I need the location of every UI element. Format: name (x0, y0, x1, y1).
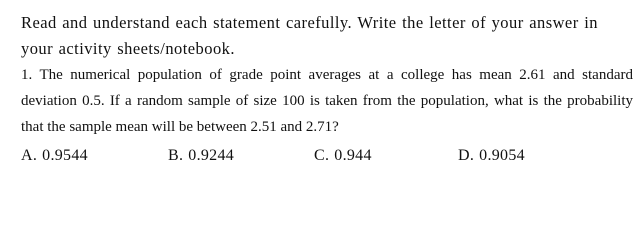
choice-value: 0.9544 (42, 147, 88, 164)
choice-c (314, 143, 372, 169)
choice-d (458, 143, 525, 169)
instruction-text: Read and understand each statement carefully. Write the letter of your answer in your activity sheets/notebook. (21, 13, 598, 58)
worksheet (21, 10, 633, 169)
question-number: 1. (21, 67, 33, 83)
choice-letter: B. (168, 147, 184, 164)
choice-b (168, 143, 234, 169)
choice-letter: C. (314, 147, 330, 164)
choice-value: 0.9244 (188, 147, 235, 164)
answer-choices (21, 143, 633, 169)
choice-letter: A. (21, 147, 38, 164)
choice-value: 0.944 (334, 147, 372, 164)
choice-letter: D. (458, 147, 475, 164)
choice-a (21, 143, 88, 169)
choice-value: 0.9054 (479, 147, 525, 164)
question-1 (21, 62, 633, 140)
question-text: The numerical population of grade point averages at a college has mean 2.61 and standard deviation 0.5. If a random sample of size 100 is taken from the population, what is the probability that the sample mean will be between 2.51 and 2.71? (21, 67, 633, 135)
